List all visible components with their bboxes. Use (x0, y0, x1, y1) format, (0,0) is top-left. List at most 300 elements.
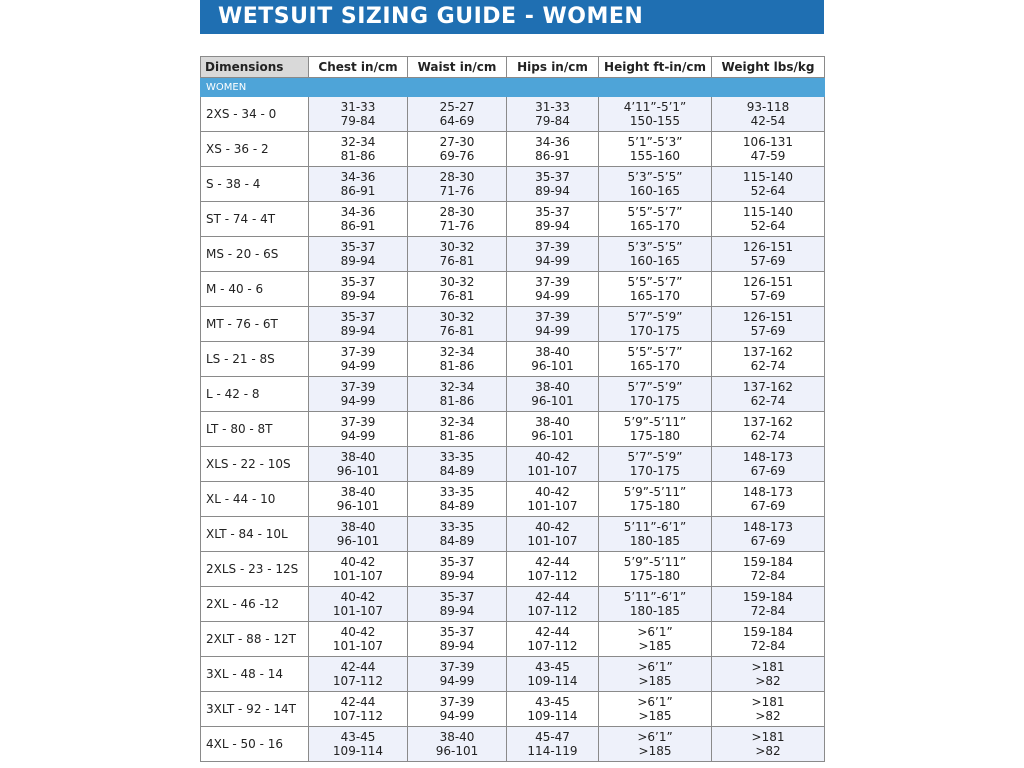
waist-cell (408, 727, 507, 762)
metric-value: 180-185 (629, 604, 681, 618)
imperial-value: 5’11”-6’1” (623, 520, 687, 534)
hips-cell (507, 447, 599, 482)
metric-value: 89-94 (535, 184, 570, 198)
metric-value: 94-99 (439, 674, 475, 688)
imperial-value: 35-37 (439, 555, 475, 569)
hips-cell (507, 377, 599, 412)
weight-cell (712, 622, 825, 657)
waist-cell (408, 272, 507, 307)
imperial-value: 159-184 (742, 590, 794, 604)
waist-cell (408, 412, 507, 447)
header-waist: Waist in/cm (408, 57, 507, 78)
metric-value: 94-99 (340, 429, 376, 443)
weight-cell (712, 447, 825, 482)
metric-value: 96-101 (531, 359, 574, 373)
metric-value: 81-86 (439, 359, 475, 373)
size-cell: 3XL - 48 - 14 (201, 657, 309, 692)
imperial-value: 5’7”-5’9” (627, 380, 683, 394)
waist-cell (408, 342, 507, 377)
metric-value: 86-91 (535, 149, 570, 163)
imperial-value: 35-37 (535, 205, 570, 219)
metric-value: 96-101 (336, 499, 380, 513)
height-cell (599, 552, 712, 587)
imperial-value: 34-36 (340, 205, 376, 219)
imperial-value: 106-131 (742, 135, 794, 149)
imperial-value: 42-44 (535, 625, 570, 639)
weight-cell (712, 552, 825, 587)
metric-value: 170-175 (629, 394, 681, 408)
imperial-value: 37-39 (340, 415, 376, 429)
height-cell (599, 482, 712, 517)
imperial-value: 30-32 (439, 310, 475, 324)
table-row (201, 377, 825, 412)
metric-value: 101-107 (527, 534, 578, 548)
metric-value: 84-89 (439, 499, 475, 513)
metric-value: 175-180 (629, 499, 681, 513)
imperial-value: 40-42 (535, 520, 570, 534)
metric-value: 101-107 (527, 499, 578, 513)
imperial-value: 40-42 (340, 590, 376, 604)
metric-value: 89-94 (439, 569, 475, 583)
imperial-value: 37-39 (340, 380, 376, 394)
metric-value: 160-165 (629, 184, 681, 198)
imperial-value: >181 (751, 660, 785, 674)
height-cell (599, 517, 712, 552)
weight-cell (712, 132, 825, 167)
height-cell (599, 447, 712, 482)
metric-value: 96-101 (435, 744, 479, 758)
metric-value: 76-81 (439, 254, 475, 268)
waist-cell (408, 167, 507, 202)
imperial-value: 27-30 (439, 135, 475, 149)
size-cell: MS - 20 - 6S (201, 237, 309, 272)
metric-value: 84-89 (439, 464, 475, 478)
size-cell: M - 40 - 6 (201, 272, 309, 307)
table-row (201, 202, 825, 237)
metric-value: >82 (755, 674, 781, 688)
size-cell: 2XL - 46 -12 (201, 587, 309, 622)
imperial-value: 28-30 (439, 170, 475, 184)
size-cell: MT - 76 - 6T (201, 307, 309, 342)
imperial-value: 37-39 (535, 275, 570, 289)
size-cell: 2XLS - 23 - 12S (201, 552, 309, 587)
imperial-value: 35-37 (439, 625, 475, 639)
imperial-value: 37-39 (439, 660, 475, 674)
imperial-value: 4’11”-5’1” (623, 100, 687, 114)
imperial-value: 159-184 (742, 555, 794, 569)
waist-cell (408, 377, 507, 412)
metric-value: 81-86 (439, 429, 475, 443)
height-cell (599, 412, 712, 447)
imperial-value: 137-162 (742, 345, 794, 359)
imperial-value: 35-37 (340, 240, 376, 254)
metric-value: 109-114 (527, 674, 578, 688)
chest-cell (309, 342, 408, 377)
metric-value: 165-170 (629, 289, 681, 303)
chest-cell (309, 517, 408, 552)
height-cell (599, 342, 712, 377)
hips-cell (507, 202, 599, 237)
metric-value: 170-175 (629, 464, 681, 478)
size-cell: 4XL - 50 - 16 (201, 727, 309, 762)
metric-value: 47-59 (750, 149, 786, 163)
table-row (201, 692, 825, 727)
imperial-value: 40-42 (340, 625, 376, 639)
chest-cell (309, 237, 408, 272)
height-cell (599, 377, 712, 412)
waist-cell (408, 202, 507, 237)
table-row (201, 412, 825, 447)
waist-cell (408, 237, 507, 272)
waist-cell (408, 447, 507, 482)
hips-cell (507, 517, 599, 552)
metric-value: 42-54 (750, 114, 786, 128)
weight-cell (712, 517, 825, 552)
imperial-value: 137-162 (742, 380, 794, 394)
metric-value: 175-180 (629, 429, 681, 443)
weight-cell (712, 237, 825, 272)
metric-value: 89-94 (340, 289, 376, 303)
imperial-value: 42-44 (340, 695, 376, 709)
table-row (201, 272, 825, 307)
metric-value: 89-94 (439, 604, 475, 618)
imperial-value: 34-36 (535, 135, 570, 149)
imperial-value: 35-37 (535, 170, 570, 184)
table-row (201, 552, 825, 587)
metric-value: >185 (638, 639, 672, 653)
metric-value: 94-99 (535, 254, 570, 268)
table-row (201, 237, 825, 272)
weight-cell (712, 167, 825, 202)
metric-value: 72-84 (750, 569, 786, 583)
size-cell: L - 42 - 8 (201, 377, 309, 412)
metric-value: 89-94 (340, 254, 376, 268)
imperial-value: 5’9”-5’11” (623, 555, 687, 569)
size-cell: S - 38 - 4 (201, 167, 309, 202)
table-row (201, 482, 825, 517)
chest-cell (309, 132, 408, 167)
imperial-value: 32-34 (439, 380, 475, 394)
header-chest: Chest in/cm (309, 57, 408, 78)
hips-cell (507, 657, 599, 692)
waist-cell (408, 517, 507, 552)
metric-value: 94-99 (535, 324, 570, 338)
height-cell (599, 587, 712, 622)
chest-cell (309, 272, 408, 307)
metric-value: >82 (755, 744, 781, 758)
metric-value: 101-107 (527, 464, 578, 478)
chest-cell (309, 552, 408, 587)
metric-value: 89-94 (439, 639, 475, 653)
size-cell: 2XLT - 88 - 12T (201, 622, 309, 657)
table-row (201, 727, 825, 762)
header-row (201, 57, 825, 78)
height-cell (599, 657, 712, 692)
imperial-value: >181 (751, 695, 785, 709)
height-cell (599, 167, 712, 202)
size-cell: 2XS - 34 - 0 (201, 97, 309, 132)
chest-cell (309, 202, 408, 237)
height-cell (599, 97, 712, 132)
metric-value: 69-76 (439, 149, 475, 163)
weight-cell (712, 377, 825, 412)
height-cell (599, 132, 712, 167)
table-row (201, 657, 825, 692)
metric-value: 67-69 (750, 499, 786, 513)
weight-cell (712, 727, 825, 762)
metric-value: 101-107 (332, 569, 384, 583)
imperial-value: 45-47 (535, 730, 570, 744)
imperial-value: 5’11”-6’1” (623, 590, 687, 604)
imperial-value: 5’7”-5’9” (627, 310, 683, 324)
height-cell (599, 202, 712, 237)
hips-cell (507, 342, 599, 377)
height-cell (599, 237, 712, 272)
metric-value: >82 (755, 709, 781, 723)
chest-cell (309, 167, 408, 202)
sizing-table (200, 56, 825, 762)
metric-value: 150-155 (629, 114, 681, 128)
metric-value: 175-180 (629, 569, 681, 583)
imperial-value: 43-45 (340, 730, 376, 744)
metric-value: 94-99 (439, 709, 475, 723)
imperial-value: 5’5”-5’7” (627, 205, 683, 219)
hips-cell (507, 692, 599, 727)
weight-cell (712, 657, 825, 692)
imperial-value: 148-173 (742, 520, 794, 534)
imperial-value: 38-40 (340, 485, 376, 499)
header-dimensions: Dimensions (201, 57, 309, 78)
metric-value: 62-74 (750, 359, 786, 373)
imperial-value: >6’1” (637, 695, 673, 709)
metric-value: 180-185 (629, 534, 681, 548)
metric-value: 107-112 (332, 709, 384, 723)
metric-value: 165-170 (629, 359, 681, 373)
metric-value: 57-69 (750, 324, 786, 338)
hips-cell (507, 132, 599, 167)
metric-value: 71-76 (439, 219, 475, 233)
metric-value: 96-101 (336, 464, 380, 478)
chest-cell (309, 692, 408, 727)
imperial-value: 33-35 (439, 450, 475, 464)
imperial-value: 32-34 (340, 135, 376, 149)
metric-value: 76-81 (439, 289, 475, 303)
imperial-value: 31-33 (535, 100, 570, 114)
imperial-value: 38-40 (340, 520, 376, 534)
metric-value: 52-64 (750, 219, 786, 233)
size-cell: LS - 21 - 8S (201, 342, 309, 377)
size-cell: XL - 44 - 10 (201, 482, 309, 517)
chest-cell (309, 447, 408, 482)
imperial-value: 148-173 (742, 450, 794, 464)
imperial-value: 38-40 (535, 345, 570, 359)
imperial-value: 5’7”-5’9” (627, 450, 683, 464)
imperial-value: 32-34 (439, 415, 475, 429)
imperial-value: 5’3”-5’5” (627, 170, 683, 184)
hips-cell (507, 307, 599, 342)
section-row (201, 78, 825, 97)
metric-value: 107-112 (527, 569, 578, 583)
waist-cell (408, 657, 507, 692)
metric-value: 107-112 (527, 639, 578, 653)
imperial-value: 93-118 (746, 100, 790, 114)
imperial-value: 126-151 (742, 240, 794, 254)
chest-cell (309, 622, 408, 657)
waist-cell (408, 307, 507, 342)
hips-cell (507, 587, 599, 622)
imperial-value: 43-45 (535, 660, 570, 674)
imperial-value: 5’1”-5’3” (627, 135, 683, 149)
weight-cell (712, 692, 825, 727)
imperial-value: 37-39 (340, 345, 376, 359)
imperial-value: 33-35 (439, 485, 475, 499)
imperial-value: 42-44 (535, 555, 570, 569)
chest-cell (309, 587, 408, 622)
weight-cell (712, 97, 825, 132)
imperial-value: 37-39 (535, 310, 570, 324)
chest-cell (309, 657, 408, 692)
section-label: WOMEN (201, 78, 825, 97)
metric-value: 67-69 (750, 534, 786, 548)
imperial-value: 115-140 (742, 205, 794, 219)
imperial-value: 35-37 (340, 275, 376, 289)
hips-cell (507, 167, 599, 202)
imperial-value: >6’1” (637, 660, 673, 674)
metric-value: 89-94 (340, 324, 376, 338)
metric-value: >185 (638, 709, 672, 723)
metric-value: 72-84 (750, 639, 786, 653)
chest-cell (309, 482, 408, 517)
imperial-value: 43-45 (535, 695, 570, 709)
metric-value: 94-99 (340, 359, 376, 373)
table-row (201, 447, 825, 482)
height-cell (599, 727, 712, 762)
height-cell (599, 272, 712, 307)
imperial-value: >6’1” (637, 625, 673, 639)
imperial-value: 5’5”-5’7” (627, 275, 683, 289)
imperial-value: 28-30 (439, 205, 475, 219)
table-row (201, 587, 825, 622)
imperial-value: 126-151 (742, 275, 794, 289)
imperial-value: 5’9”-5’11” (623, 415, 687, 429)
size-cell: 3XLT - 92 - 14T (201, 692, 309, 727)
weight-cell (712, 587, 825, 622)
metric-value: >185 (638, 744, 672, 758)
imperial-value: 30-32 (439, 240, 475, 254)
metric-value: 62-74 (750, 429, 786, 443)
metric-value: 170-175 (629, 324, 681, 338)
chest-cell (309, 412, 408, 447)
size-cell: ST - 74 - 4T (201, 202, 309, 237)
header-weight: Weight lbs/kg (712, 57, 825, 78)
weight-cell (712, 272, 825, 307)
metric-value: 94-99 (340, 394, 376, 408)
metric-value: 86-91 (340, 184, 376, 198)
metric-value: 109-114 (332, 744, 384, 758)
imperial-value: 31-33 (340, 100, 376, 114)
hips-cell (507, 97, 599, 132)
header-height: Height ft-in/cm (599, 57, 712, 78)
metric-value: 64-69 (439, 114, 475, 128)
imperial-value: 5’9”-5’11” (623, 485, 687, 499)
metric-value: 79-84 (340, 114, 376, 128)
page-title: WETSUIT SIZING GUIDE - WOMEN (200, 0, 824, 34)
metric-value: 79-84 (535, 114, 570, 128)
metric-value: 101-107 (332, 639, 384, 653)
imperial-value: 37-39 (535, 240, 570, 254)
imperial-value: 35-37 (439, 590, 475, 604)
imperial-value: 42-44 (340, 660, 376, 674)
size-cell: XLT - 84 - 10L (201, 517, 309, 552)
metric-value: 67-69 (750, 464, 786, 478)
imperial-value: 38-40 (340, 450, 376, 464)
waist-cell (408, 97, 507, 132)
hips-cell (507, 727, 599, 762)
weight-cell (712, 342, 825, 377)
table-row (201, 307, 825, 342)
metric-value: 62-74 (750, 394, 786, 408)
imperial-value: 37-39 (439, 695, 475, 709)
chest-cell (309, 97, 408, 132)
imperial-value: 32-34 (439, 345, 475, 359)
metric-value: 160-165 (629, 254, 681, 268)
imperial-value: 38-40 (535, 380, 570, 394)
weight-cell (712, 482, 825, 517)
hips-cell (507, 622, 599, 657)
imperial-value: >6’1” (637, 730, 673, 744)
size-cell: LT - 80 - 8T (201, 412, 309, 447)
imperial-value: 137-162 (742, 415, 794, 429)
waist-cell (408, 132, 507, 167)
imperial-value: 159-184 (742, 625, 794, 639)
metric-value: 96-101 (531, 429, 574, 443)
metric-value: 155-160 (629, 149, 681, 163)
chest-cell (309, 727, 408, 762)
imperial-value: 148-173 (742, 485, 794, 499)
metric-value: 107-112 (332, 674, 384, 688)
height-cell (599, 692, 712, 727)
imperial-value: 33-35 (439, 520, 475, 534)
size-cell: XS - 36 - 2 (201, 132, 309, 167)
imperial-value: 38-40 (439, 730, 475, 744)
metric-value: 114-119 (527, 744, 578, 758)
table-row (201, 97, 825, 132)
height-cell (599, 307, 712, 342)
metric-value: 96-101 (336, 534, 380, 548)
metric-value: 81-86 (340, 149, 376, 163)
metric-value: 101-107 (332, 604, 384, 618)
metric-value: 57-69 (750, 254, 786, 268)
waist-cell (408, 622, 507, 657)
imperial-value: 42-44 (535, 590, 570, 604)
imperial-value: 40-42 (340, 555, 376, 569)
hips-cell (507, 552, 599, 587)
waist-cell (408, 692, 507, 727)
hips-cell (507, 272, 599, 307)
imperial-value: 38-40 (535, 415, 570, 429)
metric-value: 107-112 (527, 604, 578, 618)
weight-cell (712, 412, 825, 447)
imperial-value: 115-140 (742, 170, 794, 184)
metric-value: 109-114 (527, 709, 578, 723)
hips-cell (507, 482, 599, 517)
metric-value: >185 (638, 674, 672, 688)
imperial-value: 5’3”-5’5” (627, 240, 683, 254)
imperial-value: >181 (751, 730, 785, 744)
table-row (201, 622, 825, 657)
metric-value: 57-69 (750, 289, 786, 303)
metric-value: 52-64 (750, 184, 786, 198)
